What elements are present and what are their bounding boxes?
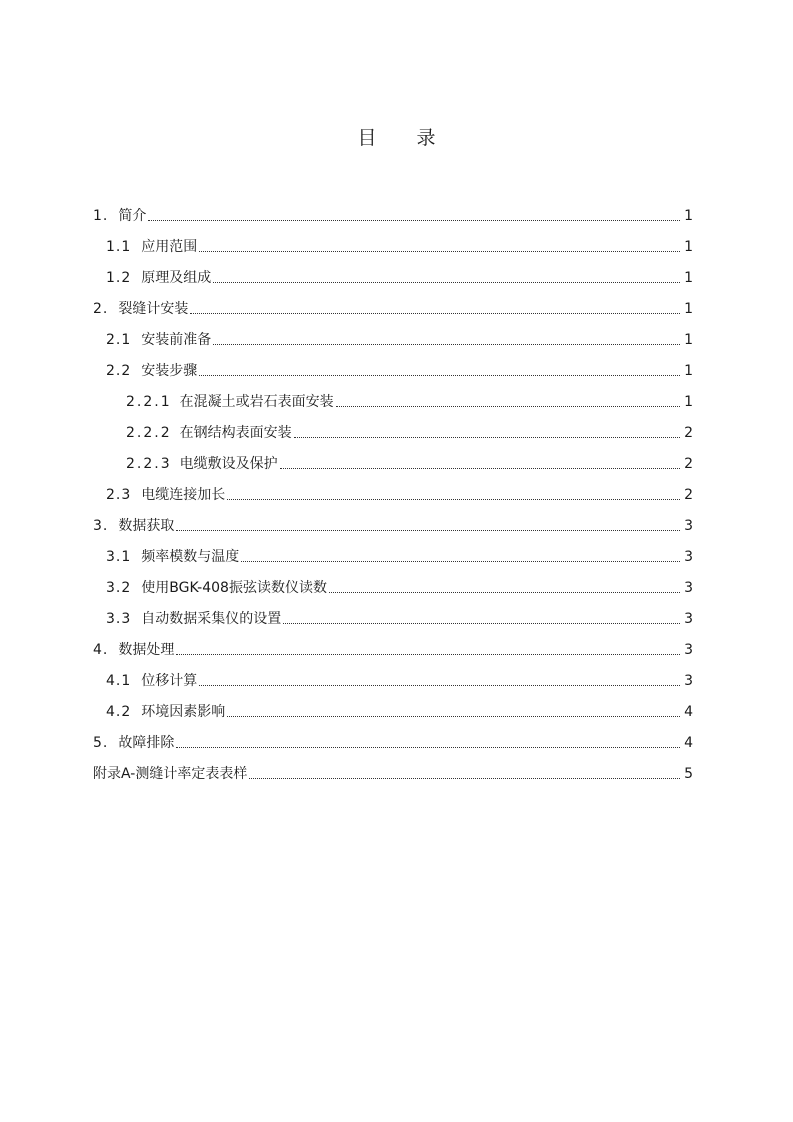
- toc-entry-text: 使用BGK-408振弦读数仪读数: [141, 580, 327, 596]
- toc-entry-text: 数据处理: [118, 642, 175, 658]
- toc-entry-3-3[interactable]: [93, 597, 693, 628]
- toc-page-number: 1: [684, 394, 693, 410]
- toc-leader-dots: [213, 281, 680, 283]
- toc-entry-text: 在钢结构表面安装: [179, 425, 292, 441]
- toc-entry-text: 裂缝计安装: [118, 301, 189, 317]
- toc-page-number: 5: [684, 766, 693, 782]
- toc-leader-dots: [241, 560, 680, 562]
- toc-entry-2-3[interactable]: [93, 473, 693, 504]
- toc-leader-dots: [176, 746, 680, 748]
- toc-leader-dots: [280, 467, 680, 469]
- toc-entry-text: 电缆连接加长: [141, 487, 226, 503]
- toc-leader-dots: [190, 312, 680, 314]
- table-of-contents: [93, 194, 693, 783]
- toc-entry-number: 3.2: [106, 580, 132, 596]
- toc-entry-4[interactable]: [93, 628, 693, 659]
- toc-entry-3-1[interactable]: [93, 535, 693, 566]
- toc-entry-1-2[interactable]: [93, 256, 693, 287]
- toc-leader-dots: [199, 374, 680, 376]
- toc-leader-dots: [227, 715, 680, 717]
- toc-entry-2-2-1[interactable]: [93, 380, 693, 411]
- toc-entry-text: 数据获取: [118, 518, 175, 534]
- toc-entry-number: 3.1: [106, 549, 132, 565]
- toc-page-number: 4: [684, 735, 693, 751]
- toc-entry-text: 应用范围: [141, 239, 198, 255]
- toc-entry-1[interactable]: [93, 194, 693, 225]
- toc-leader-dots: [199, 684, 680, 686]
- toc-entry-3-2[interactable]: [93, 566, 693, 597]
- toc-entry-number: 2.2.3: [126, 456, 172, 472]
- toc-leader-dots: [227, 498, 680, 500]
- toc-page-number: 1: [684, 332, 693, 348]
- toc-leader-dots: [176, 529, 680, 531]
- toc-entry-text: 简介: [118, 208, 147, 224]
- toc-leader-dots: [213, 343, 680, 345]
- toc-entry-appendix-a[interactable]: [93, 752, 693, 783]
- toc-page-number: 4: [684, 704, 693, 720]
- toc-entry-number: 5.: [93, 735, 109, 751]
- toc-leader-dots: [148, 219, 680, 221]
- toc-leader-dots: [294, 436, 680, 438]
- toc-page-number: 1: [684, 208, 693, 224]
- toc-leader-dots: [329, 591, 680, 593]
- toc-page-number: 3: [684, 611, 693, 627]
- toc-entry-text: 位移计算: [141, 673, 198, 689]
- toc-entry-number: 4.2: [106, 704, 132, 720]
- toc-entry-text: 频率模数与温度: [141, 549, 240, 565]
- toc-entry-4-2[interactable]: [93, 690, 693, 721]
- toc-entry-number: 3.: [93, 518, 109, 534]
- toc-entry-text: 安装步骤: [141, 363, 198, 379]
- toc-heading-char-1: 目: [357, 127, 377, 149]
- toc-entry-2-2-3[interactable]: [93, 442, 693, 473]
- toc-page-number: 3: [684, 549, 693, 565]
- toc-entry-text: 原理及组成: [141, 270, 212, 286]
- toc-entry-text: 故障排除: [118, 735, 175, 751]
- toc-entry-3[interactable]: [93, 504, 693, 535]
- toc-page-number: 1: [684, 239, 693, 255]
- toc-heading: [0, 124, 793, 152]
- toc-entry-number: 3.3: [106, 611, 132, 627]
- toc-entry-number: 1.: [93, 208, 109, 224]
- toc-entry-number: 2.2.1: [126, 394, 172, 410]
- toc-entry-text: 附录A-测缝计率定表表样: [93, 766, 248, 782]
- toc-leader-dots: [176, 653, 680, 655]
- toc-entry-number: 2.1: [106, 332, 132, 348]
- toc-entry-text: 自动数据采集仪的设置: [141, 611, 282, 627]
- toc-entry-number: 2.: [93, 301, 109, 317]
- toc-page-number: 3: [684, 642, 693, 658]
- toc-leader-dots: [283, 622, 680, 624]
- toc-page-number: 1: [684, 363, 693, 379]
- toc-entry-number: 1.1: [106, 239, 132, 255]
- toc-page-number: 2: [684, 456, 693, 472]
- toc-page-number: 3: [684, 518, 693, 534]
- toc-entry-text: 电缆敷设及保护: [179, 456, 278, 472]
- toc-entry-number: 2.2.2: [126, 425, 172, 441]
- toc-entry-text: 在混凝土或岩石表面安装: [179, 394, 334, 410]
- toc-page-number: 3: [684, 580, 693, 596]
- toc-page-number: 2: [684, 425, 693, 441]
- toc-page-number: 1: [684, 301, 693, 317]
- toc-page-number: 1: [684, 270, 693, 286]
- toc-entry-4-1[interactable]: [93, 659, 693, 690]
- toc-entry-text: 安装前准备: [141, 332, 212, 348]
- toc-entry-2-1[interactable]: [93, 318, 693, 349]
- toc-leader-dots: [336, 405, 680, 407]
- toc-entry-number: 2.2: [106, 363, 132, 379]
- toc-page-number: 2: [684, 487, 693, 503]
- toc-leader-dots: [249, 777, 680, 779]
- toc-entry-2[interactable]: [93, 287, 693, 318]
- toc-entry-number: 1.2: [106, 270, 132, 286]
- toc-entry-5[interactable]: [93, 721, 693, 752]
- toc-leader-dots: [199, 250, 680, 252]
- toc-entry-number: 2.3: [106, 487, 132, 503]
- toc-entry-number: 4.1: [106, 673, 132, 689]
- toc-entry-2-2[interactable]: [93, 349, 693, 380]
- toc-page-number: 3: [684, 673, 693, 689]
- toc-entry-2-2-2[interactable]: [93, 411, 693, 442]
- toc-heading-char-2: 录: [416, 127, 436, 149]
- toc-entry-1-1[interactable]: [93, 225, 693, 256]
- toc-entry-number: 4.: [93, 642, 109, 658]
- toc-entry-text: 环境因素影响: [141, 704, 226, 720]
